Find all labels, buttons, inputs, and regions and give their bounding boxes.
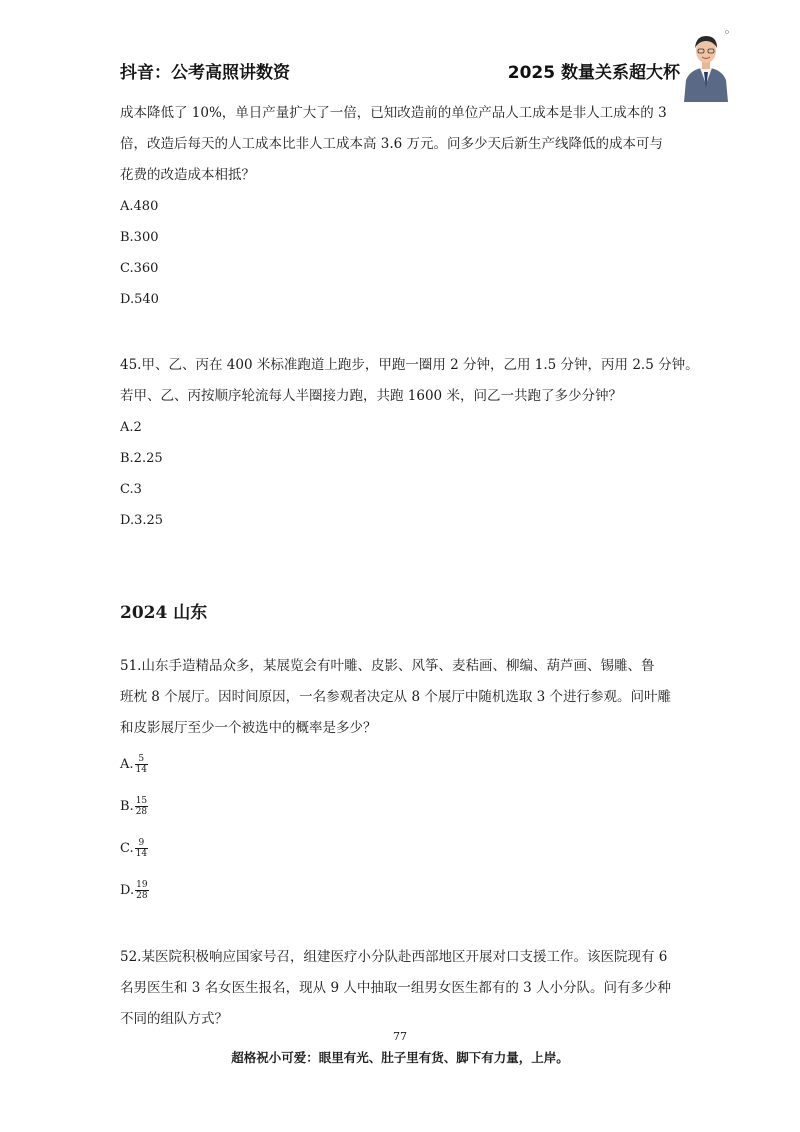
fraction xyxy=(135,796,148,817)
author-avatar xyxy=(680,24,732,102)
question-text-line: 名男医生和 3 名女医生报名，现从 9 人中抽取一组男女医生都有的 3 人小分队。问有多少种 xyxy=(120,980,672,996)
section-title: 2024 山东 xyxy=(120,603,208,623)
question-text-line: 45.甲、乙、丙在 400 米标准跑道上跑步，甲跑一圈用 2 分钟，乙用 1.5 分钟，丙用 2.5 分钟。 xyxy=(120,357,699,373)
question-text-line: 花费的改造成本相抵？ xyxy=(120,167,255,183)
question-text-line: 班枕 8 个展厅。因时间原因，一名参观者决定从 8 个展厅中随机选取 3 个进行参观。问叶雕 xyxy=(120,689,672,705)
fraction xyxy=(135,880,148,901)
option-a: A.2 xyxy=(120,420,142,435)
option-d: D.540 xyxy=(120,292,159,307)
option-a: A.480 xyxy=(120,199,159,214)
option-b: B.2.25 xyxy=(120,451,163,466)
fraction xyxy=(135,754,148,775)
fraction-numerator: 15 xyxy=(135,795,148,806)
page-number: 77 xyxy=(393,1030,407,1043)
question-text-line: 若甲、乙、丙按顺序轮流每人半圈接力跑，共跑 1600 米，问乙一共跑了多少分钟？ xyxy=(120,388,622,404)
option-c: C.360 xyxy=(120,261,159,276)
option-label: B. xyxy=(120,798,134,814)
page-footer: 超格祝小可爱：眼里有光、肚子里有货、脚下有力量，上岸。 xyxy=(231,1050,569,1065)
page-header xyxy=(120,58,680,86)
fraction-denominator: 28 xyxy=(135,806,148,817)
option-d: D.3.25 xyxy=(120,513,164,528)
option-label: D. xyxy=(120,882,135,898)
fraction-denominator: 28 xyxy=(136,890,148,901)
option-b: B.300 xyxy=(120,230,159,245)
option-label: A. xyxy=(120,756,134,772)
question-text-line: 倍，改造后每天的人工成本比非人工成本高 3.6 万元。问多少天后新生产线降低的成本可与 xyxy=(120,136,664,152)
question-text-line: 52.某医院积极响应国家号召，组建医疗小分队赴西部地区开展对口支援工作。该医院现有 6 xyxy=(120,949,668,965)
option-c: C.3 xyxy=(120,482,142,497)
option-b xyxy=(120,789,148,823)
option-d xyxy=(120,873,149,907)
question-text-line: 成本降低了 10%，单日产量扩大了一倍，已知改造前的单位产品人工成本是非人工成本的 3 xyxy=(120,105,667,121)
question-text-line: 和皮影展厅至少一个被选中的概率是多少？ xyxy=(120,720,377,736)
header-right-title: 2025 数量关系超大杯 xyxy=(507,63,680,83)
question-text-line: 51.山东手造精品众多，某展览会有叶雕、皮影、风筝、麦秸画、柳编、葫芦画、锡雕、鲁 xyxy=(120,658,655,674)
header-left-title: 抖音：公考高照讲数资 xyxy=(120,63,290,83)
option-a xyxy=(120,747,148,781)
option-c xyxy=(120,831,148,865)
question-text-line: 不同的组队方式？ xyxy=(120,1011,228,1027)
fraction xyxy=(135,838,148,859)
fraction-denominator: 14 xyxy=(135,764,147,775)
fraction-denominator: 14 xyxy=(135,848,148,859)
fraction-numerator: 9 xyxy=(138,837,145,848)
option-label: C. xyxy=(120,840,134,856)
fraction-numerator: 19 xyxy=(136,879,148,890)
fraction-numerator: 5 xyxy=(138,753,145,764)
